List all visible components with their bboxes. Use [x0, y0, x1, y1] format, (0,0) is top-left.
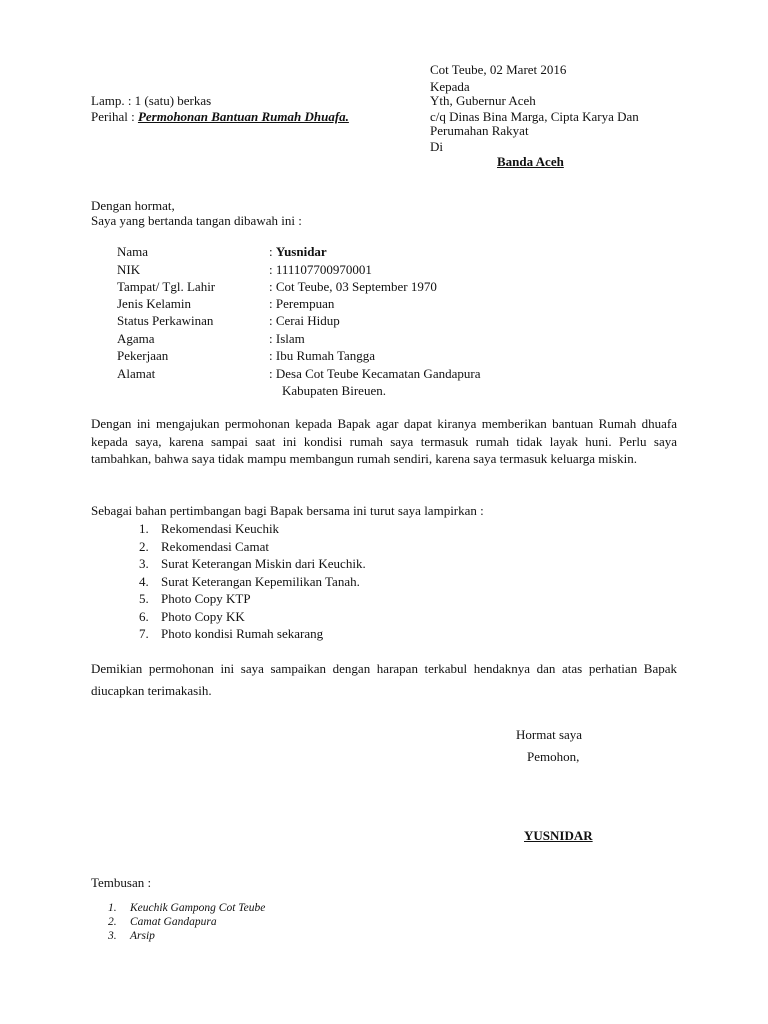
list-item: 5. Photo Copy KTP [139, 591, 251, 606]
request-paragraph: Dengan ini mengajukan permohonan kepada Bapak agar dapat kiranya memberikan bantuan Rumah dhuafa kepada saya, karena sampai saat ini kondisi rumah saya termasuk rumah tidak layak huni. Perlu saya tambahkan, bahwa saya tidak mampu membangun rumah sendiri, karena saya termasuk keluarga miskin. [91, 416, 677, 466]
identity-label: Agama [117, 331, 155, 346]
intro-text: Saya yang bertanda tangan dibawah ini : [91, 213, 302, 228]
identity-label: Status Perkawinan [117, 313, 214, 328]
identity-value: : Islam [269, 331, 305, 346]
recipient-line-3: c/q Dinas Bina Marga, Cipta Karya Dan [430, 109, 639, 124]
identity-value: : Yusnidar [269, 244, 327, 259]
list-item: 4. Surat Keterangan Kepemilikan Tanah. [139, 574, 360, 589]
signature-role: Pemohon, [527, 749, 580, 764]
recipient-line-5: Di [430, 139, 443, 154]
recipient-city: Banda Aceh [497, 154, 564, 169]
signature-salutation: Hormat saya [516, 727, 583, 742]
recipient-line-2: Yth, Gubernur Aceh [430, 93, 536, 108]
perihal-line [91, 108, 349, 125]
attachments-intro: Sebagai bahan pertimbangan bagi Bapak bersama ini turut saya lampirkan : [91, 503, 484, 518]
perihal-value: Permohonan Bantuan Rumah Dhuafa. [137, 109, 349, 124]
letter-date: Cot Teube, 02 Maret 2016 [430, 62, 567, 77]
identity-value: : 111107700970001 [269, 262, 372, 277]
recipient-line-4: Perumahan Rakyat [430, 123, 529, 138]
list-item: 7. Photo kondisi Rumah sekarang [139, 626, 324, 641]
identity-label: Nama [117, 244, 149, 259]
identity-label: Tampat/ Tgl. Lahir [117, 279, 216, 294]
identity-value: : Cot Teube, 03 September 1970 [269, 279, 437, 294]
list-item: 1. Rekomendasi Keuchik [139, 521, 280, 536]
identity-label: Alamat [117, 366, 156, 381]
identity-label: NIK [117, 262, 141, 277]
identity-label: Jenis Kelamin [117, 296, 192, 311]
tembusan-label: Tembusan : [91, 875, 152, 890]
recipient-line-1: Kepada [430, 79, 470, 94]
greeting: Dengan hormat, [91, 198, 175, 213]
list-item: 1. Keuchik Gampong Cot Teube [108, 902, 266, 914]
applicant-name: Yusnidar [275, 244, 327, 259]
identity-value-continued: Kabupaten Bireuen. [282, 383, 386, 398]
identity-label: Pekerjaan [117, 348, 169, 363]
list-item: 6. Photo Copy KK [139, 609, 245, 624]
list-item: 2. Rekomendasi Camat [139, 539, 269, 554]
list-item: 3. Surat Keterangan Miskin dari Keuchik. [139, 556, 366, 571]
list-item: 3. Arsip [108, 930, 155, 942]
perihal-label: Perihal : [91, 109, 135, 124]
closing-paragraph: Demikian permohonan ini saya sampaikan dengan harapan terkabul hendaknya dan atas perhatian Bapak diucapkan terimakasih. [91, 661, 677, 698]
list-item: 2. Camat Gandapura [108, 916, 217, 928]
signatory-name: YUSNIDAR [524, 828, 593, 843]
identity-value: : Perempuan [269, 296, 335, 311]
lamp-line: Lamp. : 1 (satu) berkas [91, 93, 212, 108]
identity-value: : Ibu Rumah Tangga [269, 348, 376, 363]
identity-value: : Desa Cot Teube Kecamatan Gandapura [269, 366, 481, 381]
identity-value: : Cerai Hidup [269, 313, 340, 328]
